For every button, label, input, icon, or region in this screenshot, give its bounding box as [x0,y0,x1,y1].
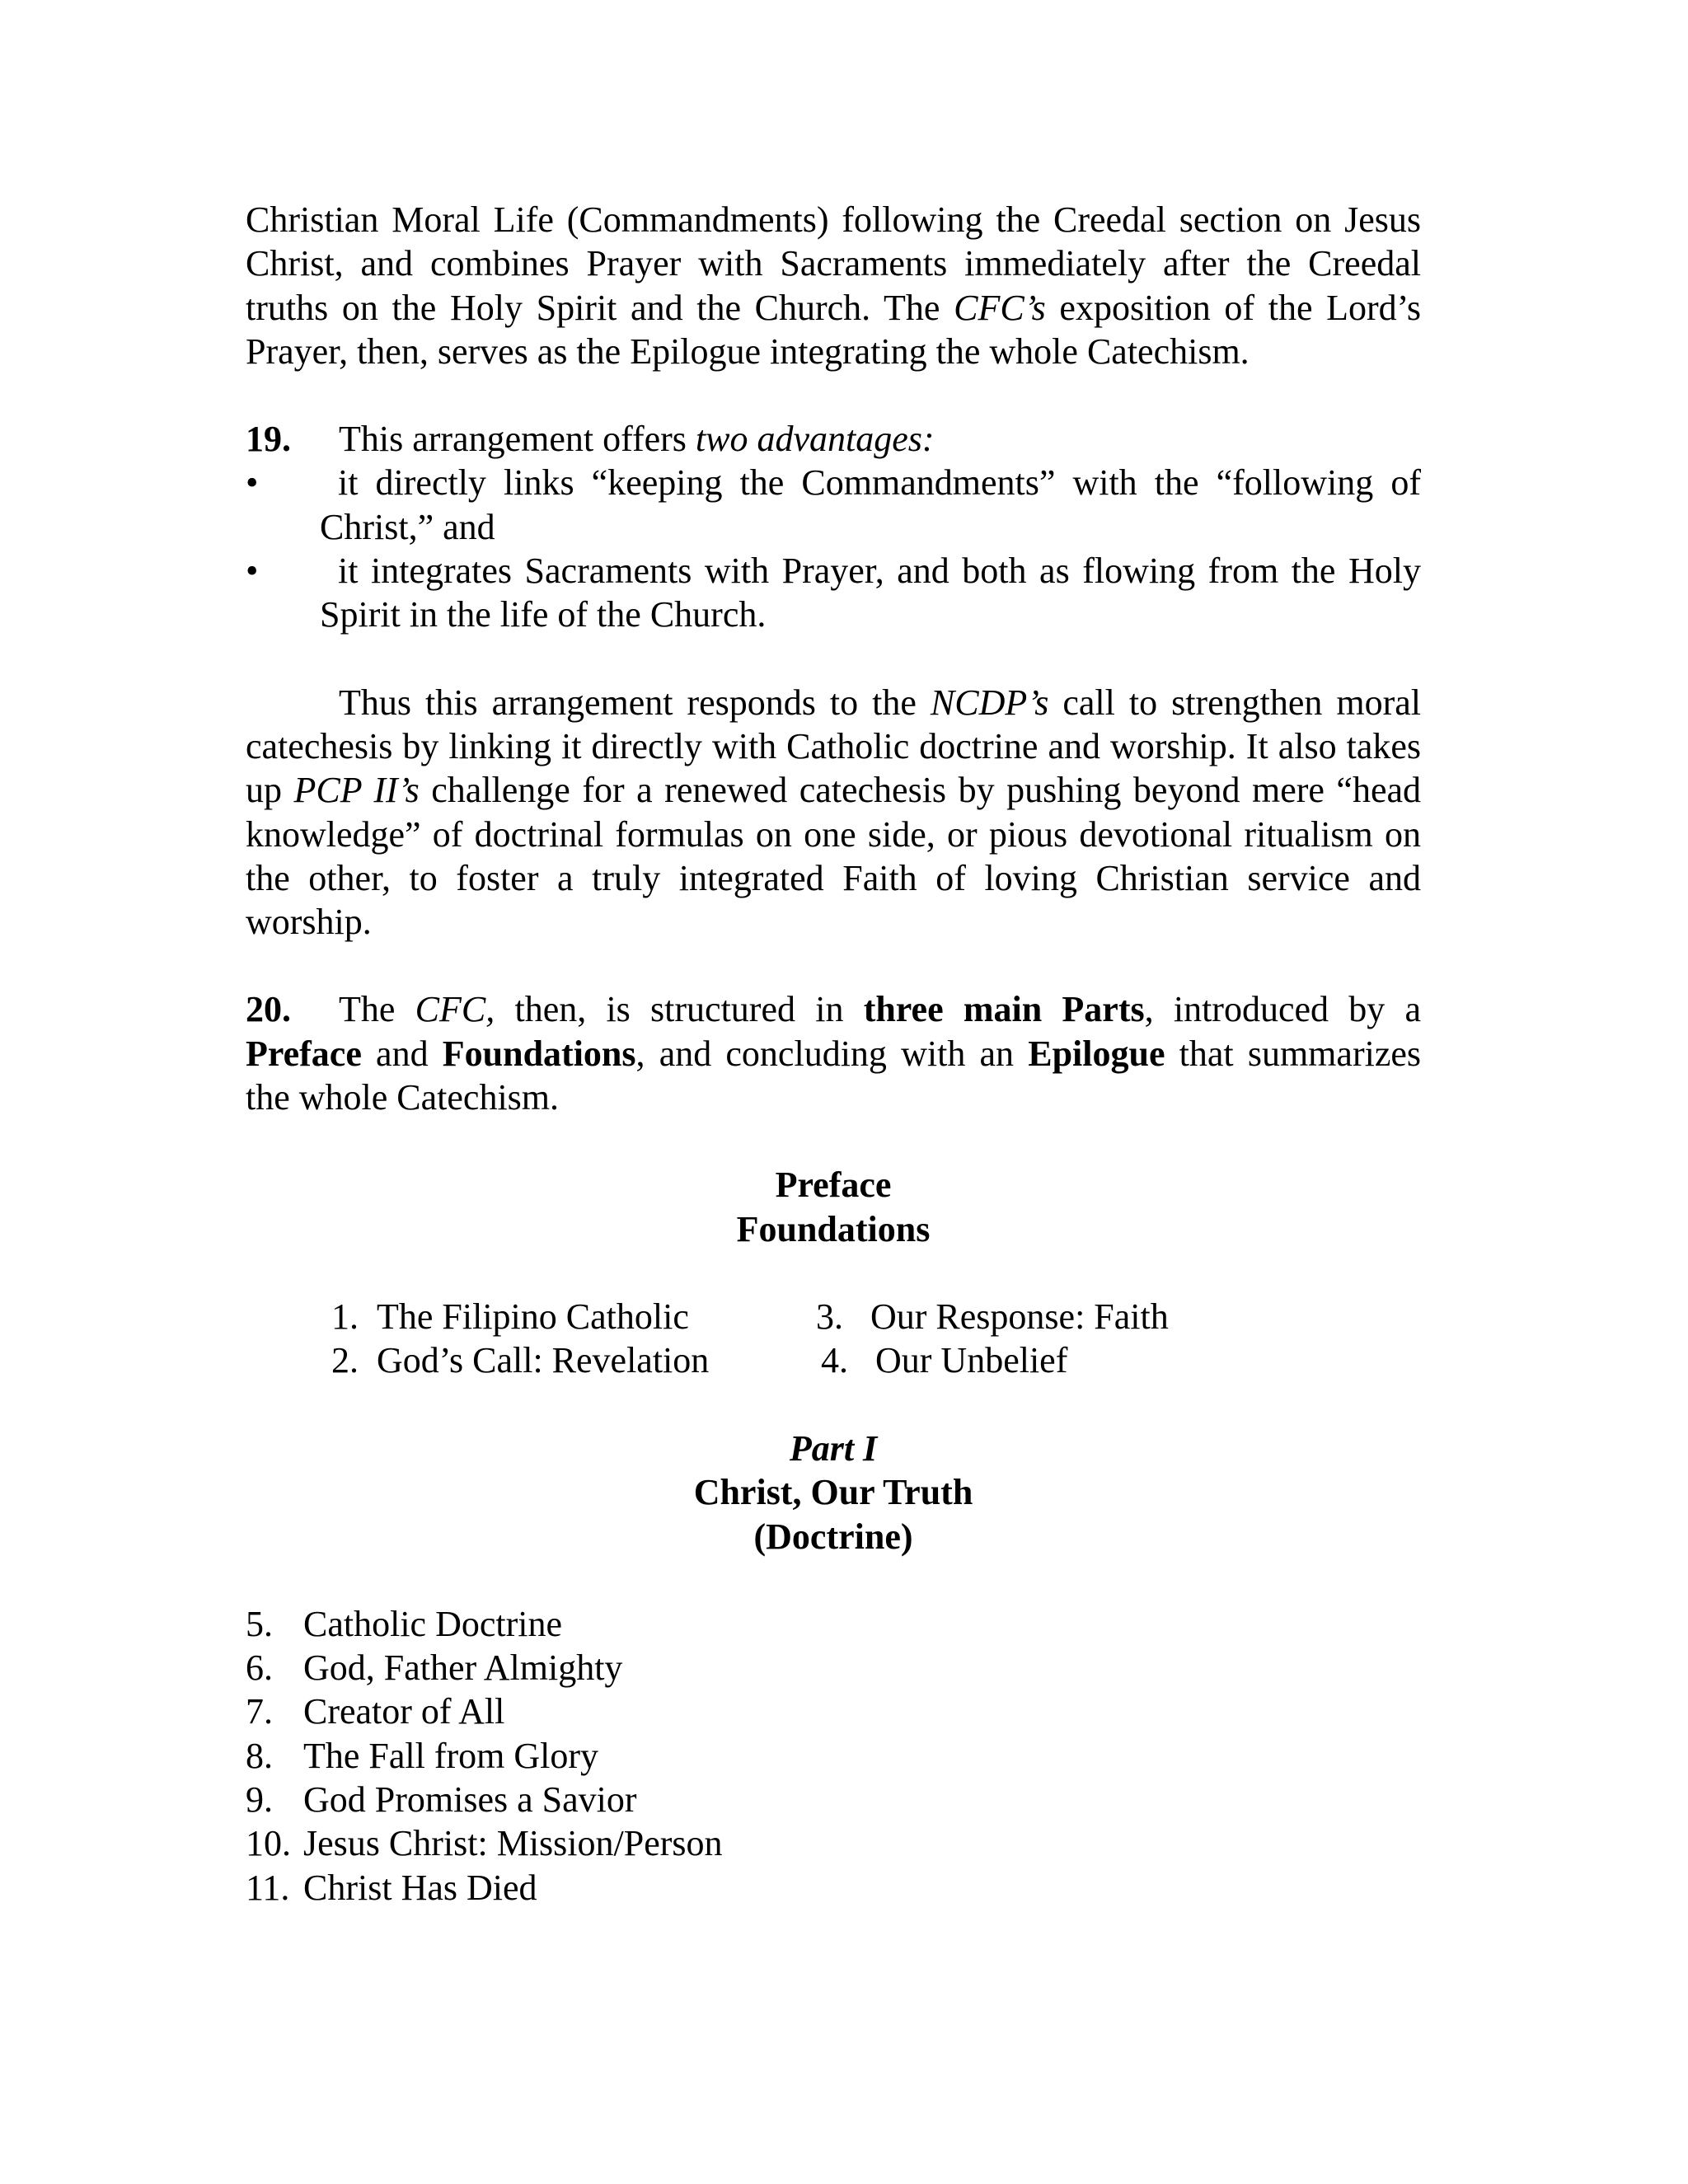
list-number: 4. [821,1339,848,1380]
preface-heading: Preface [775,1165,892,1206]
part-subtitle: (Doctrine) [753,1516,913,1557]
list-title: God’s Call: Revelation [377,1339,710,1380]
p20-bold: three main Parts [863,989,1145,1030]
intro-text-1: Christian Moral Life (Commandments) following the Creedal section on Jesus Christ, and combines Prayer with Sacraments immediately after the Creedal truths on the Holy Spirit and the Church. The [246,199,1421,328]
foundations-heading: Foundations [736,1208,931,1249]
p20-text: , introduced by a [1144,989,1422,1030]
foundations-list [246,1295,1421,1383]
thus-pcp-italic: PCP II’s [293,770,420,811]
intro-text-3: exposition of the Lord’s Prayer, then, serves as the Epilogue integrating the whole Catechism. [246,287,1422,372]
p20-text: , and concluding with an [635,1033,1029,1074]
list-item [246,1734,1421,1778]
list-item [246,1690,1421,1733]
list-title: Jesus Christ: Mission/Person [303,1823,723,1864]
list-title: Catholic Doctrine [303,1603,563,1644]
p20-text: The [339,989,415,1030]
list-number: 9. [246,1779,273,1821]
thus-text-1: Thus this arrangement responds to the [339,682,931,723]
part1-list [246,1602,1421,1910]
list-item [246,1602,1421,1646]
intro-cfc-italic: CFC’s [954,287,1046,328]
p20-bold: Epilogue [1028,1033,1165,1074]
document-page [246,198,1421,1910]
p20-cfc-italic: CFC, [415,989,495,1030]
list-number: 8. [246,1735,273,1776]
part-label: Part I [789,1427,878,1469]
list-item [246,1866,1421,1910]
list-title: God, Father Almighty [303,1647,623,1689]
thus-text-5: challenge for a renewed catechesis by pushing beyond mere “head knowledge” of doctrinal formulas on one side, or pious devotional ritualism on the other, to foster a truly integrated Faith of loving Christian service and worship. [246,770,1421,943]
paragraph-19-lead [246,417,1421,461]
list-item [816,1295,1169,1338]
list-title: Our Unbelief [875,1339,1068,1380]
list-number: 7. [246,1691,273,1732]
bullet-text: it directly links “keeping the Commandments” with the “following of Christ,” and [320,462,1421,547]
bullet-icon: • [246,462,259,504]
p20-text: and [361,1033,443,1074]
list-number: 6. [246,1647,273,1689]
part-title: Christ, Our Truth [693,1472,973,1513]
thus-ncdp-italic: NCDP’s [930,682,1049,723]
list-title: Our Response: Faith [870,1296,1169,1337]
p20-text: that summarizes the whole Catechism. [246,1033,1421,1118]
list-number: 11. [246,1867,290,1908]
bullet-item-1 [246,461,1421,549]
p20-text: then, is structured in [495,989,864,1030]
paragraph-19-lead-text: This arrangement offers [339,419,696,460]
thus-text-3: call to strengthen moral catechesis by linking it directly with Catholic doctrine and worship. It also takes up [246,682,1421,811]
intro-paragraph [246,198,1421,373]
list-item [246,1646,1421,1690]
list-title: The Fall from Glory [303,1735,599,1776]
bullet-text: it integrates Sacraments with Prayer, and both as flowing from the Holy Spirit in the life of the Church. [320,551,1421,635]
bullet-item-2 [246,549,1421,637]
list-title: Christ Has Died [303,1867,537,1908]
list-number: 3. [816,1296,843,1337]
list-number: 2. [331,1339,359,1380]
list-item [331,1295,689,1338]
list-item [821,1338,1067,1382]
list-title: The Filipino Catholic [377,1296,689,1337]
list-title: God Promises a Savior [303,1779,637,1821]
bullet-icon: • [246,551,259,592]
list-title: Creator of All [303,1691,505,1732]
paragraph-19-lead-italic: two advantages: [695,419,935,460]
paragraph-number-20: 20. [246,989,291,1030]
list-item [246,1821,1421,1865]
list-number: 10. [246,1823,291,1864]
paragraph-number-19: 19. [246,419,291,460]
thus-paragraph [246,681,1421,944]
p20-bold: Preface [246,1033,362,1074]
list-item [246,1778,1421,1821]
list-number: 1. [331,1296,359,1337]
paragraph-20 [246,987,1421,1119]
p20-bold: Foundations [442,1033,636,1074]
list-number: 5. [246,1603,273,1644]
list-item [331,1338,709,1382]
